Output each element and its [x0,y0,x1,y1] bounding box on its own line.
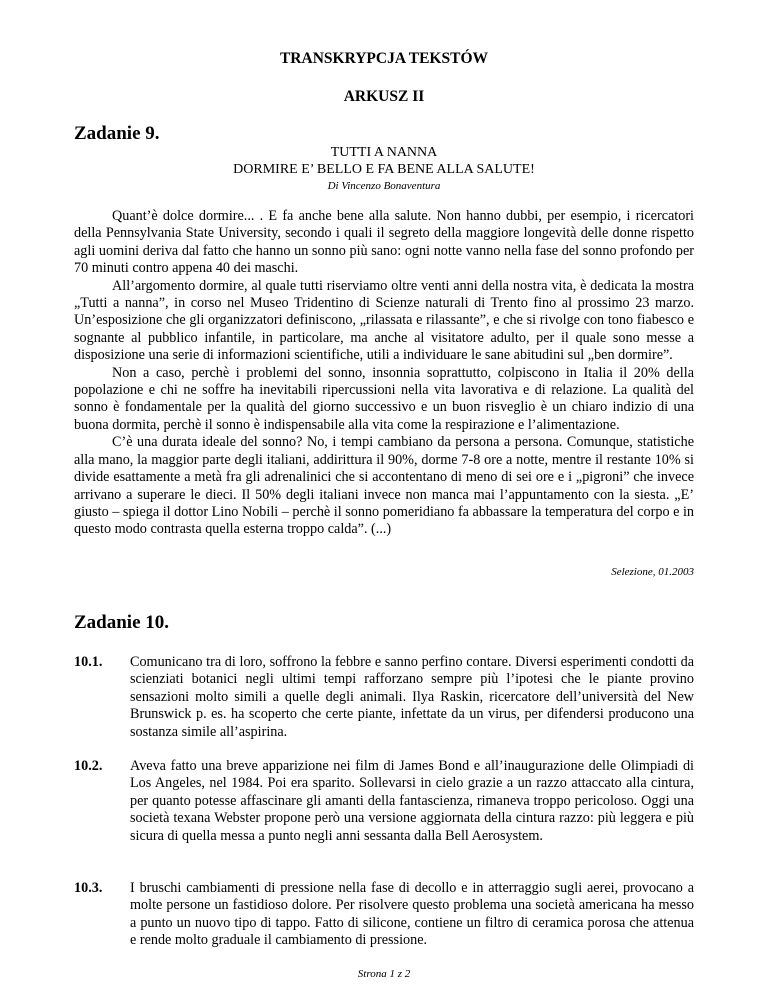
zadanie-9-heading: Zadanie 9. [74,123,160,144]
page-number: Strona 1 z 2 [357,968,411,980]
article-title-line-2: DORMIRE E’ BELLO E FA BENE ALLA SALUTE! [233,162,535,177]
task-item-text: I bruschi cambiamenti di pressione nella fase di decollo e in atterraggio sugli aerei, provocano a molte persone un fastidioso dolore. Per risolvere questo problema una società americana ha messo a punto un nuovo tipo di tappo. Fatto di silicone, contiene un filtro di ceramica porosa che attenua e rende molto graduale il cambiamento di pressione. [130,880,694,949]
article-title-line-1: TUTTI A NANNA [330,145,438,160]
article-paragraph: Quant’è dolce dormire... . E fa anche bene alla salute. Non hanno dubbi, per esempio, i ricercatori della Pennsylvania State University, secondo i quali il segreto della maggiore longevità delle donne rispetto agli uomini deriva dal fatto che hanno un sonno più sano: ogni notte vanno nella fase del sonno profondo per 70 minuti contro appena 40 dei maschi. [74,208,694,277]
article-paragraph: All’argomento dormire, al quale tutti riserviamo oltre venti anni della nostra vita, è dedicata la mostra „Tutti a nanna”, in corso nel Museo Tridentino di Scienze naturali di Trento fino al prossimo 23 marzo. Un’esposizione che gli organizzatori definiscono, „rilassata e rilassante”, e che si rivolge con tono fiabesco e sognante al pubblico infantile, in particolare, ma anche al visitatore adulto, per il quale sono messe a disposizione una serie di informazioni scientifiche, utili a individuare le sane abitudini sul „ben dormire”. [74,277,694,364]
task-item-number: 10.2. [74,758,103,774]
task-item-number: 10.1. [74,654,103,670]
task-item-text: Aveva fatto una breve apparizione nei film di James Bond e all’inaugurazione delle Olimpiadi di Los Angeles, nel 1984. Poi era sparito. Sollevarsi in cielo grazie a un razzo attaccato alla cintura, per quanto potesse affascinare gli amanti della fantascienza, rimaneva troppo pericoloso. Oggi una società texana Webster propone però una versione aggiornata della cintura razzo: più leggera e più sicura di quella messa a punto negli anni sessanta dalla Bell Aerosystem. [130,758,694,844]
document-title: TRANSKRYPCJA TEKSTÓW [279,50,489,67]
task-item [74,880,694,950]
task-item [74,758,694,845]
document-subtitle: ARKUSZ II [343,88,425,105]
zadanie-10-heading: Zadanie 10. [74,612,170,633]
task-item [74,654,694,741]
task-item-text: Comunicano tra di loro, soffrono la febbre e sanno perfino contare. Diversi esperimenti condotti da scienziati botanici negli ultimi tempi rafforzano sempre più l’ipotesi che le piante provino sensazioni molto simili a quelle degli animali. Ilya Raskin, ricercatore dell’università del New Brunswick p. es. ha scoperto che certe piante, infettate da un virus, per difendersi producono una sostanza simile all’aspirina. [130,654,694,740]
article-source: Selezione, 01.2003 [611,566,694,578]
article-paragraph: C’è una durata ideale del sonno? No, i tempi cambiano da persona a persona. Comunque, statistiche alla mano, la maggior parte degli italiani, addirittura il 90%, dorme 7-8 ore a notte, mentre il restante 10% si divide esattamente a metà fra gli adrenalinici che si accontentano di meno di sei ore e i „pigroni” che invece arrivano a superare le dieci. Il 50% degli italiani invece non manca mai l’appuntamento con la siesta. „E’ giusto – spiega il dottor Lino Nobili – perchè il sonno pomeridiano fa abbassare la temperatura del corpo e in questo modo contrasta quella esterna troppo calda”. (...) [74,434,694,538]
article-body [74,208,694,539]
task-item-number: 10.3. [74,880,103,896]
article-paragraph: Non a caso, perchè i problemi del sonno, insonnia soprattutto, colpiscono in Italia il 20% della popolazione e chi ne soffre ha inevitabili ripercussioni nella vita lavorativa e di relazione. La qualità del sonno è fondamentale per la qualità del giorno successivo e un buon risveglio è un chiaro indizio di una buona dormita, perchè il sonno è indispensabile alla vita come la respirazione e l’alimentazione. [74,364,694,433]
article-author: Di Vincenzo Bonaventura [327,180,441,192]
